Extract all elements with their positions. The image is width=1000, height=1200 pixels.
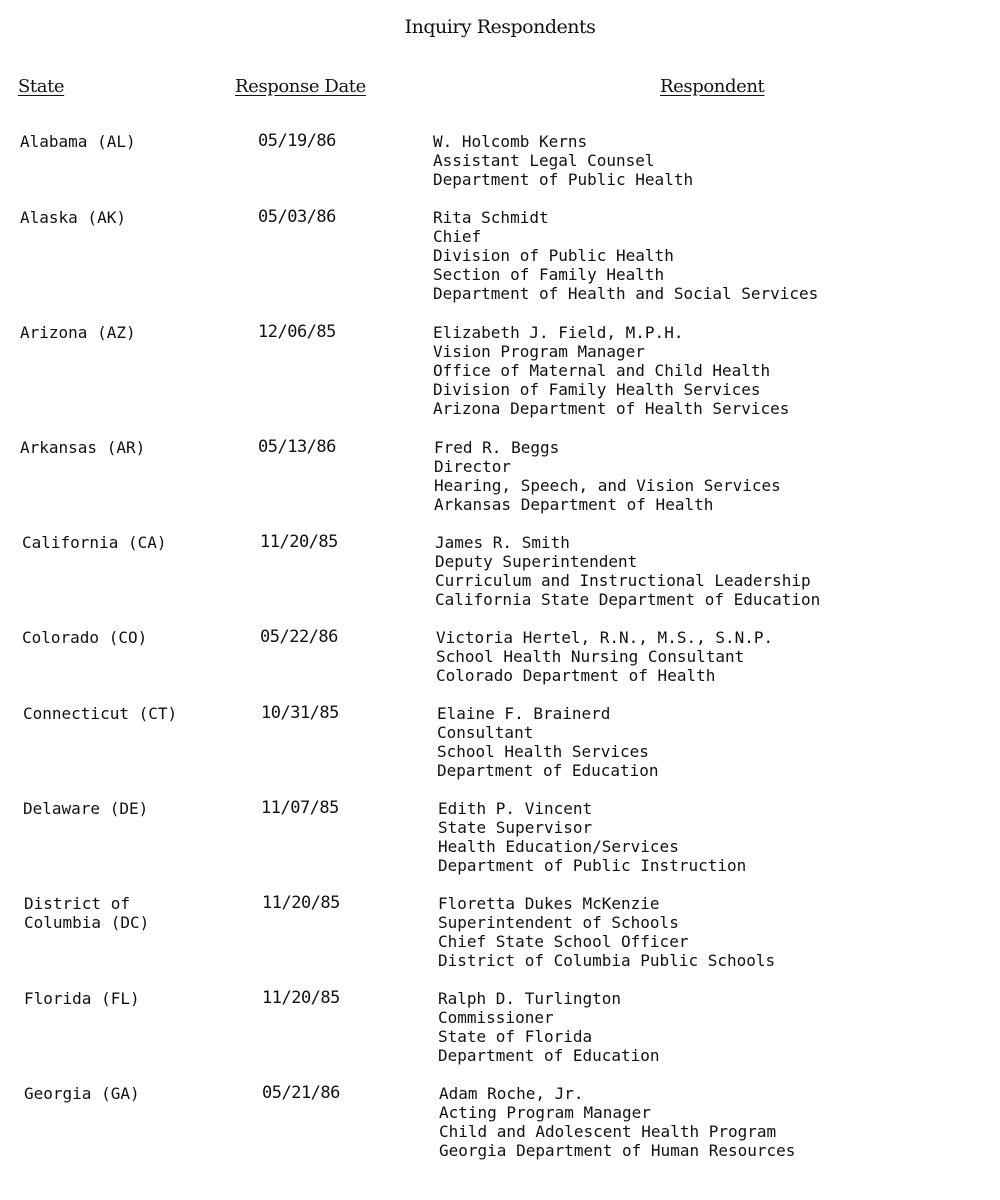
respondent-detail-line: Division of Family Health Services [433, 380, 761, 400]
respondent-detail-line: Commissioner [438, 1008, 554, 1028]
respondent-detail-line: Health Education/Services [438, 837, 679, 857]
column-header-response-date: Response Date [235, 76, 366, 97]
respondent-detail-line: Department of Education [437, 761, 659, 781]
respondent-detail-line: Vision Program Manager [433, 342, 645, 362]
respondent-detail-line: Division of Public Health [433, 246, 674, 266]
state-cell: Delaware (DE) [23, 799, 149, 818]
respondent-name: Elaine F. Brainerd [437, 704, 611, 723]
state-cell: Connecticut (CT) [23, 704, 178, 723]
respondent-detail-line: Department of Public Health [433, 170, 694, 190]
respondent-detail-line: Chief [433, 227, 482, 247]
response-date-cell: 11/20/85 [262, 893, 340, 913]
respondent-detail-line: Acting Program Manager [439, 1103, 651, 1123]
respondent-cell [439, 1084, 979, 1160]
response-date-cell: 10/31/85 [261, 703, 339, 723]
respondent-detail-line: California State Department of Education [435, 590, 821, 610]
respondent-cell [435, 533, 975, 609]
respondent-detail-line: Office of Maternal and Child Health [433, 361, 771, 381]
respondent-detail-line: Hearing, Speech, and Vision Services [434, 476, 781, 496]
response-date-cell: 11/07/85 [261, 798, 339, 818]
respondent-name: Ralph D. Turlington [438, 989, 622, 1008]
respondent-detail-line: Superintendent of Schools [438, 913, 679, 933]
respondent-name: Elizabeth J. Field, M.P.H. [433, 323, 684, 342]
response-date-cell: 05/22/86 [260, 627, 338, 647]
respondent-detail-line: Deputy Superintendent [435, 552, 638, 572]
state-cell: District of Columbia (DC) [24, 894, 150, 932]
respondent-name: Fred R. Beggs [434, 438, 560, 457]
respondent-detail-line: Department of Health and Social Services [433, 284, 819, 304]
response-date-cell: 11/20/85 [260, 532, 338, 552]
respondent-detail-line: Child and Adolescent Health Program [439, 1122, 777, 1142]
state-cell: Alabama (AL) [20, 132, 136, 151]
state-cell: Florida (FL) [24, 989, 140, 1008]
respondent-cell [438, 989, 978, 1065]
respondent-detail-line: District of Columbia Public Schools [438, 951, 776, 971]
respondent-cell [437, 704, 977, 780]
respondent-cell [434, 438, 974, 514]
respondent-detail-line: Colorado Department of Health [436, 666, 716, 686]
respondent-cell [438, 894, 978, 970]
state-cell: Colorado (CO) [22, 628, 148, 647]
page-title: Inquiry Respondents [404, 16, 596, 38]
respondent-cell [433, 132, 973, 189]
respondent-name: Rita Schmidt [433, 208, 549, 227]
respondent-detail-line: State of Florida [438, 1027, 593, 1047]
respondent-detail-line: School Health Services [437, 742, 649, 762]
response-date-cell: 12/06/85 [258, 322, 336, 342]
respondent-detail-line: State Supervisor [438, 818, 593, 838]
respondent-detail-line: Arizona Department of Health Services [433, 399, 790, 419]
respondent-name: Edith P. Vincent [438, 799, 593, 818]
state-cell: California (CA) [22, 533, 167, 552]
respondent-detail-line: Department of Education [438, 1046, 660, 1066]
column-header-respondent: Respondent [660, 76, 765, 97]
response-date-cell: 05/19/86 [258, 131, 336, 151]
response-date-cell: 05/13/86 [258, 437, 336, 457]
respondent-cell [436, 628, 976, 685]
state-cell: Alaska (AK) [20, 208, 126, 227]
respondent-detail-line: Section of Family Health [433, 265, 665, 285]
respondent-detail-line: Assistant Legal Counsel [433, 151, 655, 171]
respondent-cell [433, 208, 973, 303]
response-date-cell: 11/20/85 [262, 988, 340, 1008]
respondent-name: Victoria Hertel, R.N., M.S., S.N.P. [436, 628, 774, 647]
respondent-detail-line: School Health Nursing Consultant [436, 647, 745, 667]
respondent-name: Floretta Dukes McKenzie [438, 894, 660, 913]
respondent-name: Adam Roche, Jr. [439, 1084, 584, 1103]
respondent-detail-line: Curriculum and Instructional Leadership [435, 571, 811, 591]
response-date-cell: 05/21/86 [262, 1083, 340, 1103]
respondent-cell [438, 799, 978, 875]
respondent-name: James R. Smith [435, 533, 570, 552]
response-date-cell: 05/03/86 [258, 207, 336, 227]
column-header-state: State [18, 76, 65, 97]
respondent-detail-line: Arkansas Department of Health [434, 495, 714, 515]
respondent-name: W. Holcomb Kerns [433, 132, 588, 151]
respondent-detail-line: Department of Public Instruction [438, 856, 747, 876]
respondent-cell [433, 323, 973, 418]
state-cell: Georgia (GA) [24, 1084, 140, 1103]
respondent-detail-line: Chief State School Officer [438, 932, 689, 952]
state-cell: Arizona (AZ) [20, 323, 136, 342]
state-cell: Arkansas (AR) [20, 438, 146, 457]
respondent-detail-line: Director [434, 457, 512, 477]
respondent-detail-line: Georgia Department of Human Resources [439, 1141, 796, 1161]
respondent-detail-line: Consultant [437, 723, 534, 743]
